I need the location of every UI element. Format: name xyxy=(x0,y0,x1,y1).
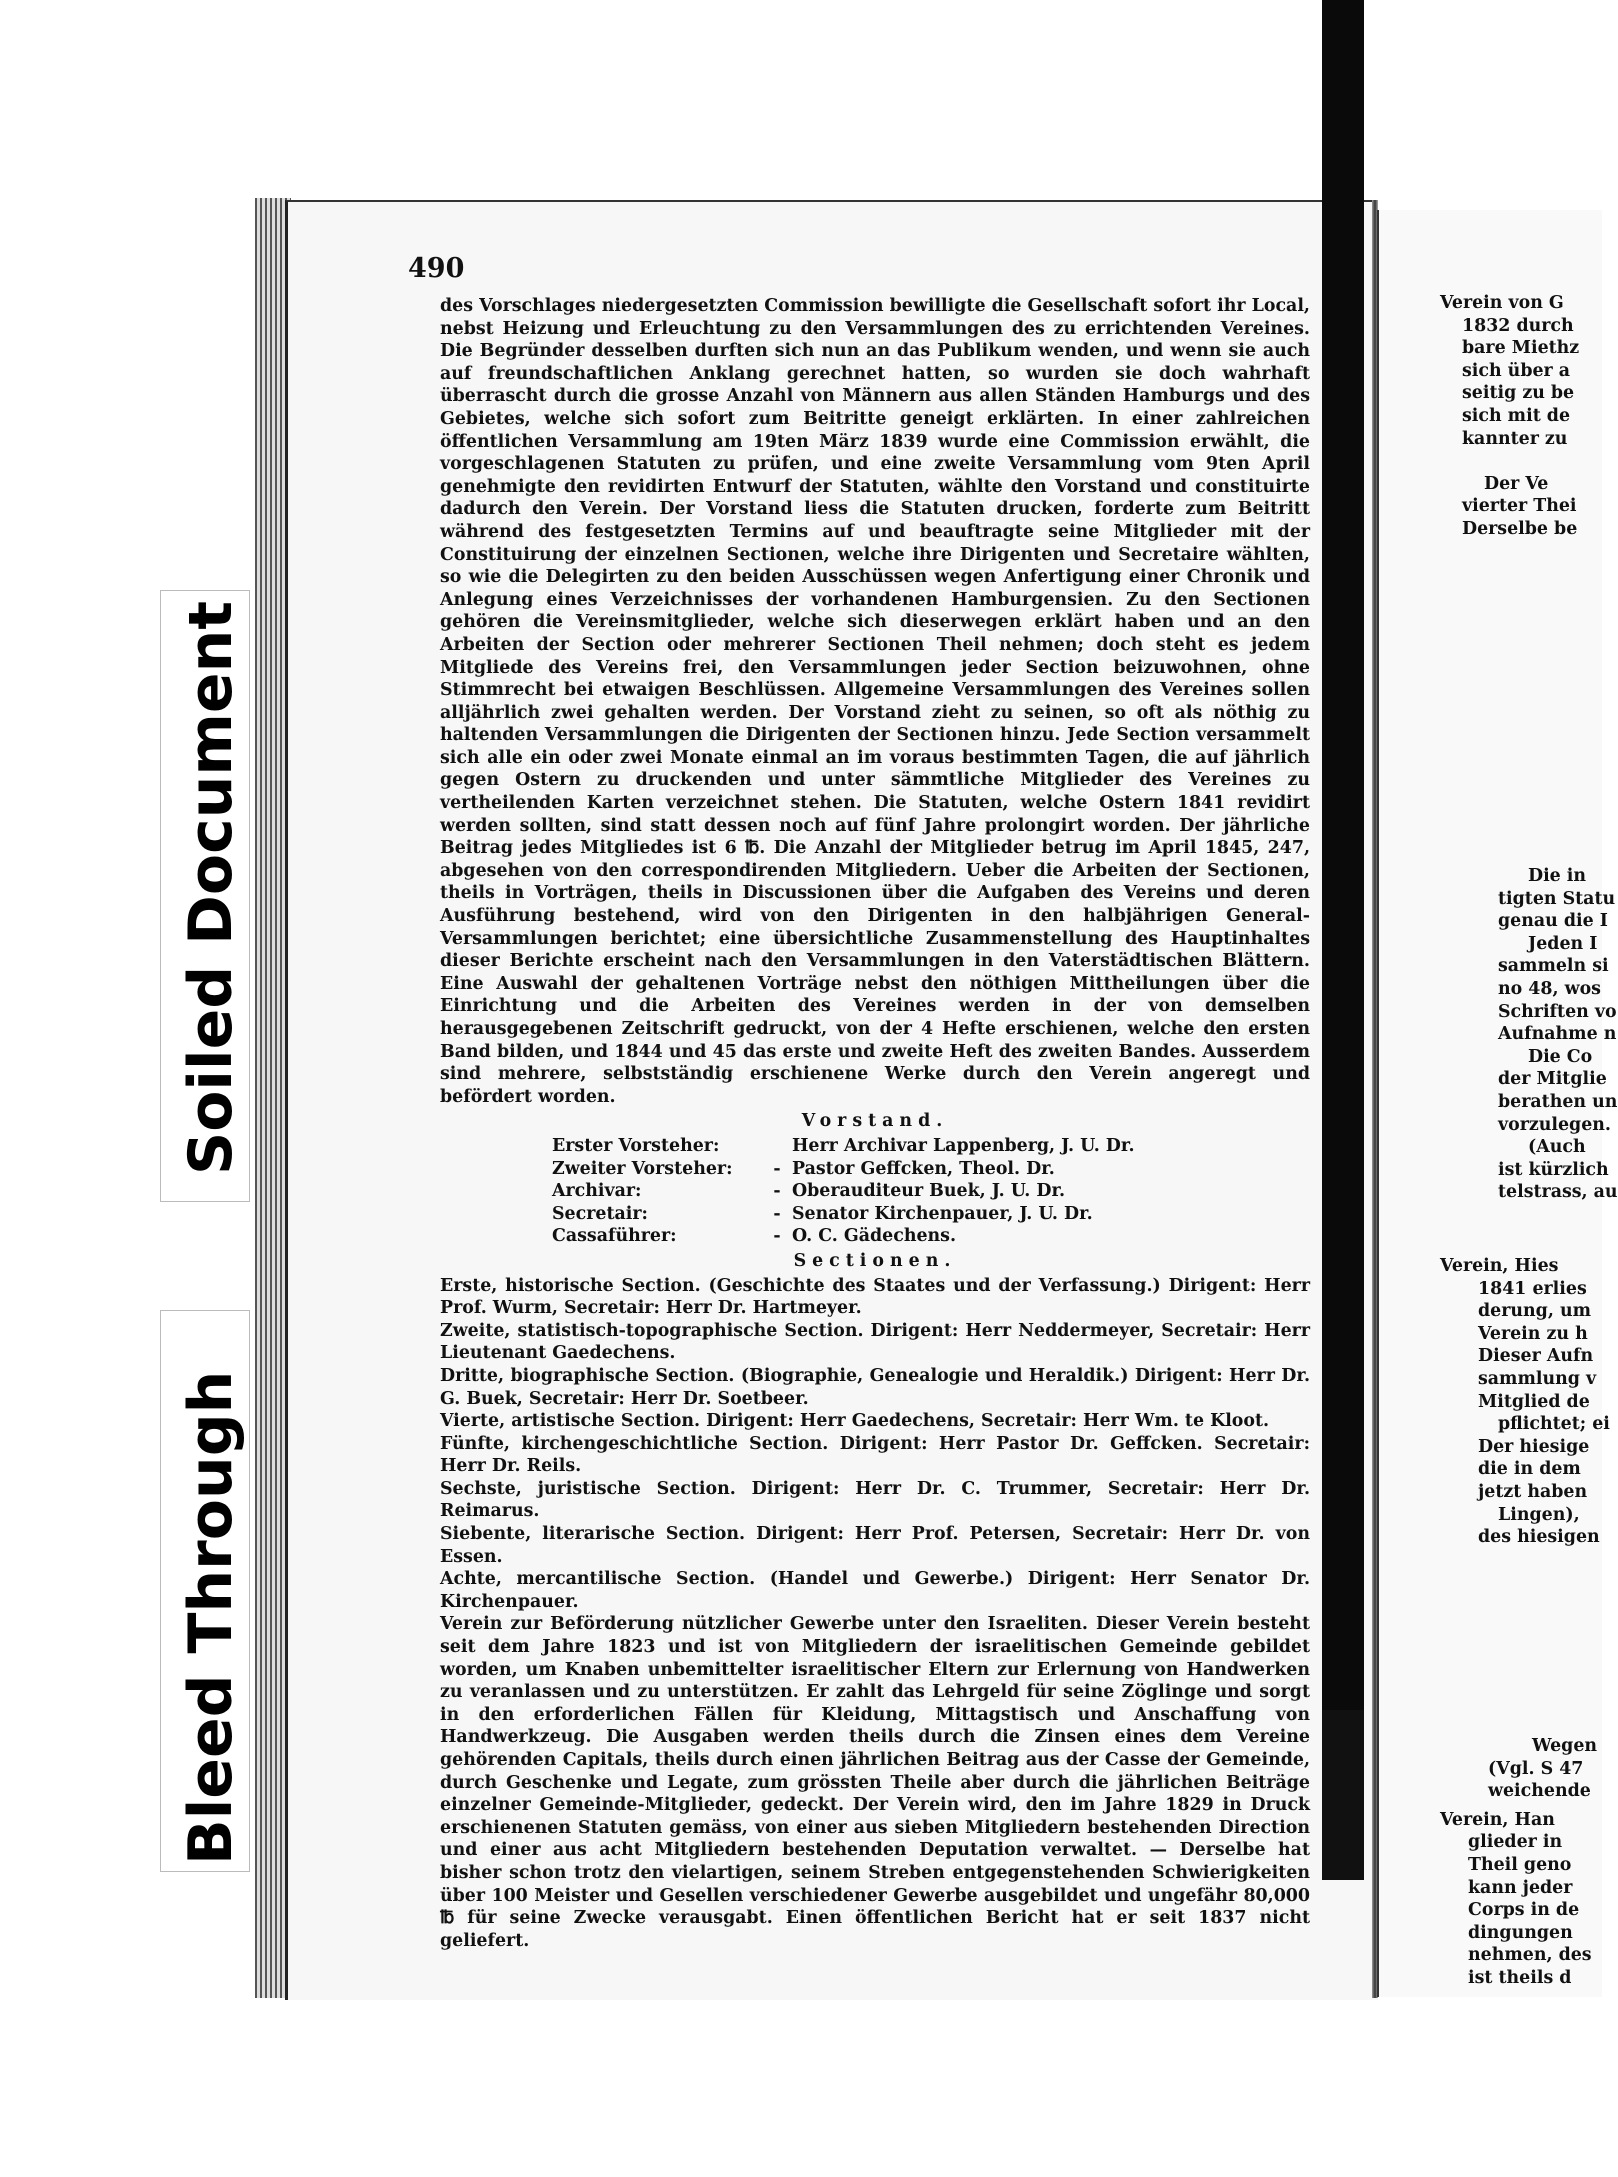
right-line: sich mit de xyxy=(1462,405,1571,426)
right-line: ist theils d xyxy=(1468,1967,1572,1988)
page-body xyxy=(440,295,1310,1952)
vorstand-row xyxy=(552,1203,1192,1226)
dash: - xyxy=(773,1181,781,1202)
intro-paragraph: des Vorschlages niedergesetzten Commission bewilligte die Gesellschaft sofort ihr Local, nebst Heizung und Erleuchtung zu den Versammlungen des zu errichtenden Vereines. Die Begründer desselben durften sich nun an das Publikum wenden, und wenn sie auch auf freundschaftlichen Anklang gerechnet hatten, so wurden sie doch wahrhaft überrascht durch die grosse Anzahl von Männern aus allen Ständen Hamburgs und des Gebietes, welche sich sofort zum Beitritte geneigt erklärten. In einer zahlreichen öffentlichen Versammlung am 19ten März 1839 wurde eine Commission erwählt, die vorgeschlagenen Statuten zu prüfen, und eine zweite Versammlung vom 9ten April genehmigte den revidirten Entwurf der Statuten, wählte den Vorstand und constituirte dadurch den Verein. Der Vorstand liess die Statuten drucken, forderte zum Beitritt während des festgesetzten Termins auf und beauftragte seine Mitglieder mit der Constituirung der einzelnen Sectionen, welche ihre Dirigenten und Secretaire wählten, so wie die Delegirten zu den beiden Ausschüssen wegen Anfertigung einer Chronik und Anlegung eines Verzeichnisses der vorhandenen Hamburgensien. Zu den Sectionen gehören die Vereinsmitglieder, welche sich dieserwegen erklärt haben und an den Arbeiten der Section oder mehrerer Sectionen Theil nehmen; doch steht es jedem Mitgliede des Vereins frei, den Versammlungen jeder Section beizuwohnen, ohne Stimmrecht bei etwaigen Beschlüssen. Allgemeine Versammlungen des Vereines sollen alljährlich zwei gehalten werden. Der Vorstand zieht zu seinen, so oft als nöthig zu haltenden Versammlungen die Dirigenten der Sectionen hinzu. Jede Section versammelt sich alle ein oder zwei Monate einmal an im voraus bestimmten Tagen, die auf jährlich gegen Ostern zu druckenden und unter sämmtliche Mitglieder des Vereines zu vertheilenden Karten verzeichnet stehen. Die Statuten, welche Ostern 1841 revidirt werden sollten, sind statt dessen noch auf fünf Jahre prolongirt worden. Der jährliche Beitrag jedes Mitgliedes ist 6 ℔. Die Anzahl der Mitglieder betrug im April 1845, 247, abgesehen von den correspondirenden Mitgliedern. Ueber die Arbeiten der Sectionen, theils in Vorträgen, theils in Discussionen über die Aufgaben des Vereins und deren Ausführung bestehend, wird von den Dirigenten in den halbjährigen General-Versammlungen berichtet; eine übersichtliche Zusammenstellung des Hauptinhaltes dieser Berichte erscheint nach den Versammlungen in den Vaterstädtischen Blättern. Eine Auswahl der gehaltenen Vorträge nebst den nöthigen Mittheilungen über die Einrichtung und die Arbeiten des Vereines werden in der von demselben herausgegebenen Zeitschrift gedruckt, von der 4 Hefte erschienen, welche den ersten Band bilden, und 1844 und 45 das erste und zweite Heft des zweiten Bandes. Ausserdem sind mehrere, selbstständig erschienene Werke durch den Verein angeregt und befördert worden. xyxy=(440,296,1310,1107)
vorstand-table xyxy=(552,1135,1192,1248)
vorstand-heading: Vorstand. xyxy=(801,1111,949,1132)
section-entry: Vierte, artistische Section. Dirigent: Herr Gaedechens, Secretair: Herr Wm. te Kloot. xyxy=(440,1411,1270,1432)
right-line: tigten Statu xyxy=(1498,888,1616,909)
right-line: vierter Thei xyxy=(1462,496,1577,517)
right-page-block-3 xyxy=(1440,1255,1610,1549)
name: O. C. Gädechens. xyxy=(792,1226,957,1247)
right-line: Aufnahme n xyxy=(1498,1024,1617,1045)
section-entry: Sechste, juristische Section. Dirigent: Herr Dr. C. Trummer, Secretair: Herr Dr. Reimarus. xyxy=(440,1478,1310,1522)
right-line: Die in xyxy=(1528,866,1587,886)
right-line: Der hiesige xyxy=(1478,1436,1590,1457)
right-line: kannter zu xyxy=(1462,428,1568,449)
right-line: Derselbe be xyxy=(1462,518,1578,539)
verein-text: Dieser Verein besteht seit dem Jahre 1823 und ist von Mitgliedern der israelitischen Gemeinde gebildet worden, um Knaben unbemittelter israelitischer Eltern zur Erlernung von Handwerken zu veranlassen und zu unterstützen. Er zahlt das Lehrgeld für seine Zöglinge und sorgt in den erforderlichen Fällen für Kleidung, Mittagstisch und Anschaffung von Handwerkzeug. Die Ausgaben werden theils durch die Zinsen eines dem Vereine gehörenden Capitals, theils durch einen jährlichen Beitrag aus der Casse der Gemeinde, durch Geschenke und Legate, zum grössten Theile aber durch die jährlichen Beiträge einzelner Gemeinde-Mitglieder, gedeckt. Der Verein wird, den im Jahre 1829 in Druck erschienenen Statuten gemäss, von einer aus sieben Mitgliedern bestehenden Direction und einer aus acht Mitgliedern bestehenden Deputation verwaltet. — Derselbe hat bisher schon trotz den vielartigen, seinem Streben entgegenstehenden Schwierigkeiten über 100 Meister und Gesellen verschiedener Gewerbe ausgebildet und ungefähr 80,000 ℔ für seine Zwecke verausgabt. Einen öffentlichen Bericht hat er seit 1837 nicht geliefert. xyxy=(440,1614,1310,1951)
verein-entry xyxy=(440,1613,1310,1952)
role: Secretair: xyxy=(552,1203,648,1224)
right-line: Verein von G xyxy=(1440,293,1564,313)
section-entry: Erste, historische Section. (Geschichte des Staates und der Verfassung.) Dirigent: Herr Prof. Wurm, Secretair: Herr Dr. Hartmeyer. xyxy=(440,1275,1310,1319)
right-line xyxy=(1440,450,1600,473)
right-line: no 48, wos xyxy=(1498,978,1601,999)
right-line: Verein zu h xyxy=(1478,1323,1588,1344)
name: Herr Archivar Lappenberg, J. U. Dr. xyxy=(792,1135,1135,1156)
right-line: vorzulegen. xyxy=(1498,1114,1611,1135)
right-line: sich über a xyxy=(1462,360,1571,381)
sectionen-heading: Sectionen. xyxy=(793,1250,957,1271)
vorstand-row xyxy=(552,1158,1192,1181)
right-line: Der Ve xyxy=(1484,473,1549,494)
vorstand-row xyxy=(552,1225,1192,1248)
right-line: ist kürzlich xyxy=(1498,1159,1609,1180)
section-entry: Dritte, biographische Section. (Biographie, Genealogie und Heraldik.) Dirigent: Herr Dr. G. Buek, Secretair: Herr Dr. Soetbeer. xyxy=(440,1365,1310,1409)
right-line: 1841 erlies xyxy=(1478,1278,1587,1299)
right-line: jetzt haben xyxy=(1478,1481,1588,1502)
right-line: die in dem xyxy=(1478,1459,1581,1480)
name: Pastor Geffcken, Theol. Dr. xyxy=(792,1158,1055,1179)
right-line: Theil geno xyxy=(1468,1854,1572,1875)
right-line: bare Miethz xyxy=(1462,338,1580,359)
dash xyxy=(762,1135,792,1158)
right-line: nehmen, des xyxy=(1468,1945,1592,1966)
right-line: der Mitglie xyxy=(1498,1069,1607,1090)
right-line: sammeln si xyxy=(1498,956,1609,977)
right-line: telstrass, au xyxy=(1498,1182,1618,1203)
right-line: Jeden I xyxy=(1528,933,1598,954)
soiled-document-label: Soiled Document xyxy=(176,600,246,1175)
scan-border-lower xyxy=(1322,1710,1364,1880)
section-entry: Siebente, literarische Section. Dirigent: Herr Prof. Petersen, Secretair: Herr Dr. von Essen. xyxy=(440,1524,1310,1567)
right-line: Verein, Hies xyxy=(1440,1256,1559,1276)
right-line: Corps in de xyxy=(1468,1900,1580,1921)
role: Archivar: xyxy=(552,1181,642,1202)
right-line: Wegen xyxy=(1532,1736,1598,1756)
right-page-block-2 xyxy=(1440,865,1618,1204)
right-line: genau die I xyxy=(1498,911,1608,932)
dash: - xyxy=(773,1226,781,1247)
right-line: pflichtet; ei xyxy=(1498,1414,1610,1435)
right-line: sammlung v xyxy=(1478,1368,1597,1389)
right-line: (Vgl. S 47 xyxy=(1488,1758,1584,1779)
name: Oberauditeur Buek, J. U. Dr. xyxy=(792,1181,1066,1202)
section-entry: Achte, mercantilische Section. (Handel und Gewerbe.) Dirigent: Herr Senator Dr. Kirchenpauer. xyxy=(440,1569,1310,1612)
role: Erster Vorsteher: xyxy=(552,1135,720,1156)
verein-title: Verein zur Beförderung nützlicher Gewerbe unter den Israeliten. xyxy=(440,1614,1088,1635)
dash: - xyxy=(773,1158,781,1179)
scan-border xyxy=(1322,0,1364,1710)
name: Senator Kirchenpauer, J. U. Dr. xyxy=(792,1203,1093,1224)
right-line: Dieser Aufn xyxy=(1478,1346,1594,1367)
right-page-block-1 xyxy=(1440,292,1600,541)
right-line: glieder in xyxy=(1468,1832,1563,1853)
right-line: 1832 durch xyxy=(1462,315,1574,336)
right-line: Die Co xyxy=(1528,1046,1593,1067)
section-entry: Fünfte, kirchengeschichtliche Section. Dirigent: Herr Pastor Dr. Geffcken. Secretair: Herr Dr. Reils. xyxy=(440,1433,1310,1477)
right-line: berathen un xyxy=(1498,1091,1618,1112)
right-line: Schriften vo xyxy=(1498,1001,1617,1022)
role: Cassaführer: xyxy=(552,1226,677,1247)
right-line: dingungen xyxy=(1468,1922,1573,1943)
dash: - xyxy=(773,1203,781,1224)
right-line: derung, um xyxy=(1478,1301,1591,1322)
right-line: seitig zu be xyxy=(1462,383,1575,404)
right-line: (Auch xyxy=(1528,1137,1586,1158)
page-number: 490 xyxy=(408,253,465,284)
right-line: Mitglied de xyxy=(1478,1391,1590,1412)
right-line: des hiesigen xyxy=(1478,1527,1600,1548)
right-line: Verein, Han xyxy=(1440,1809,1555,1830)
bleed-through-label: Bleed Through xyxy=(176,1370,246,1865)
role: Zweiter Vorsteher: xyxy=(552,1158,733,1179)
right-line: weichende xyxy=(1488,1781,1591,1802)
section-entry: Zweite, statistisch-topographische Section. Dirigent: Herr Neddermeyer, Secretair: Herr Lieutenant Gaedechens. xyxy=(440,1320,1310,1364)
vorstand-row xyxy=(552,1135,1192,1158)
right-line: Lingen), xyxy=(1498,1504,1580,1525)
vorstand-row xyxy=(552,1180,1192,1203)
right-page-block-4 xyxy=(1440,1735,1600,1990)
right-line: kann jeder xyxy=(1468,1877,1573,1898)
